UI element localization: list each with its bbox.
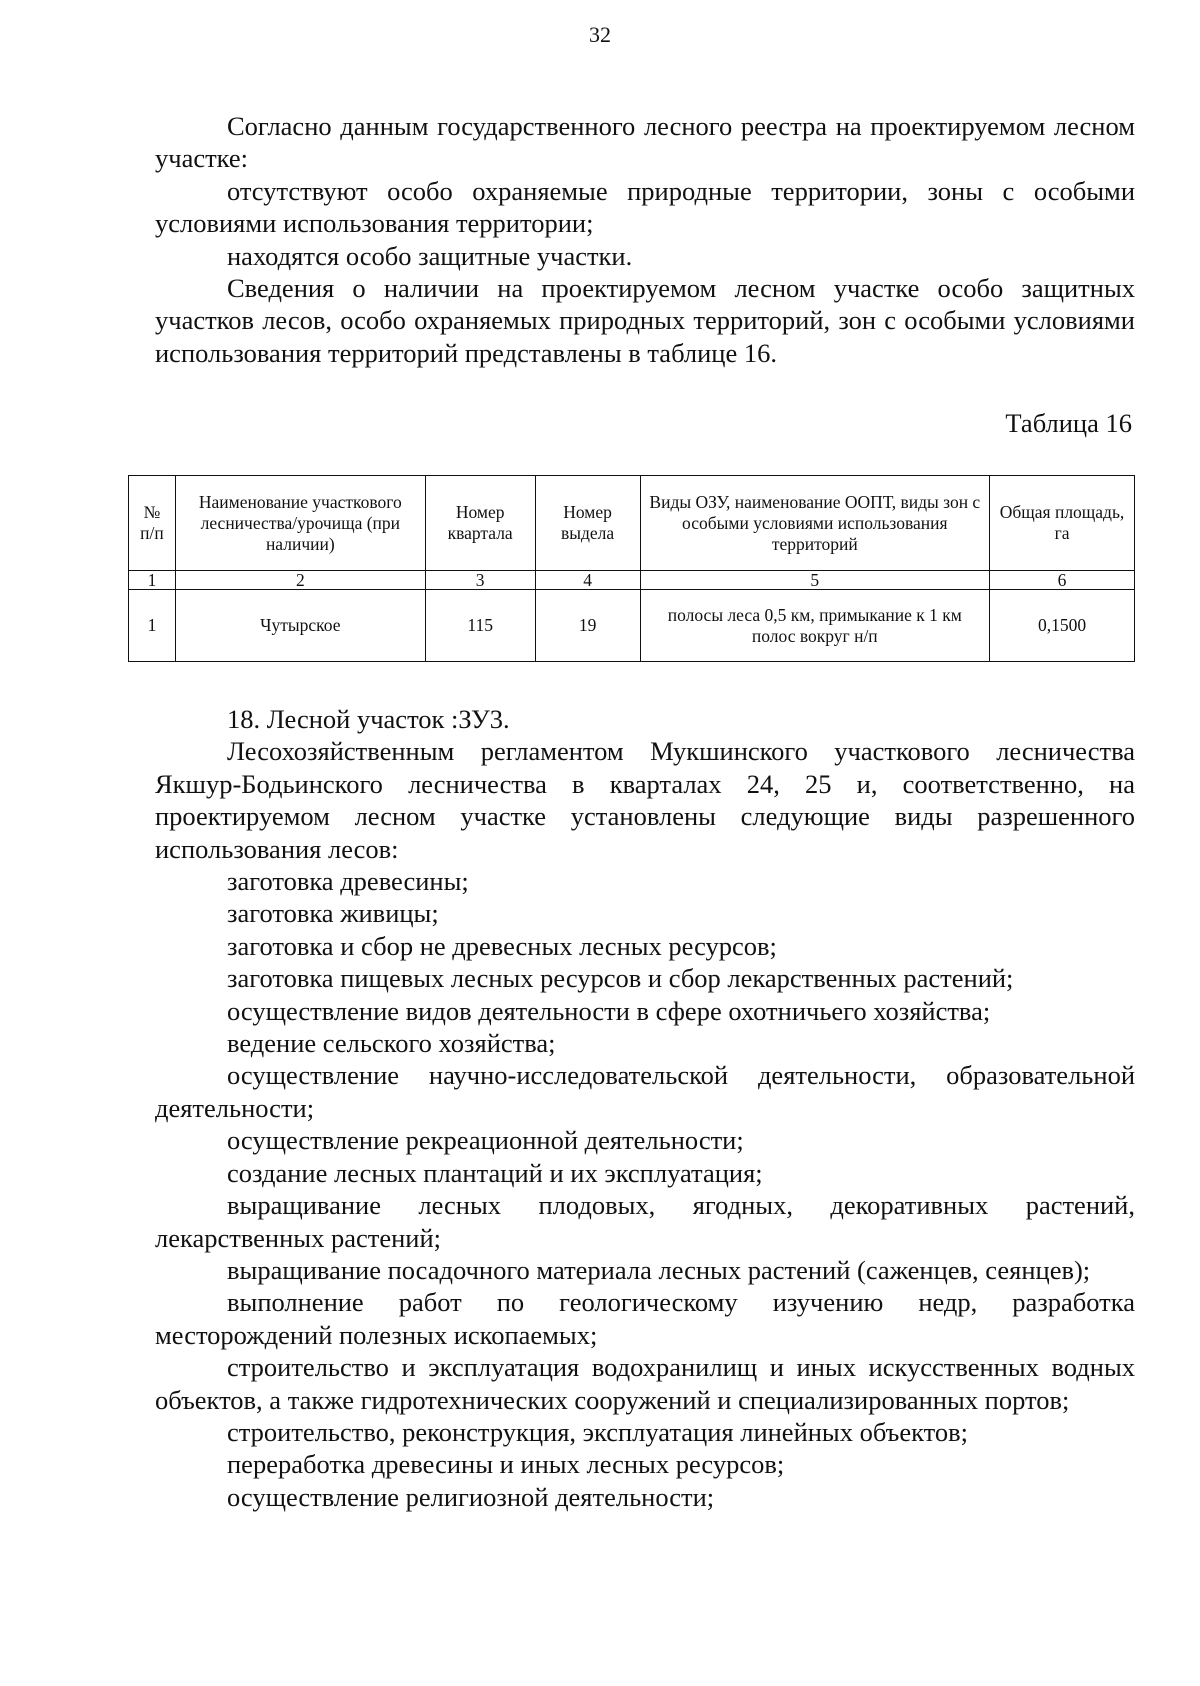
column-number: 6 xyxy=(990,571,1135,590)
column-number: 3 xyxy=(425,571,535,590)
list-item: осуществление религиозной деятельности; xyxy=(227,1481,715,1512)
list-item: заготовка и сбор не древесных лесных ресурсов; xyxy=(227,930,777,961)
list-item: выращивание лесных плодовых, ягодных, декоративных растений, лекарственных растений; xyxy=(155,1190,1135,1253)
list-item: выполнение работ по геологическому изучению недр, разработка месторождений полезных ископаемых; xyxy=(155,1287,1135,1350)
table-cell: полосы леса 0,5 км, примыкание к 1 км полос вокруг н/п xyxy=(640,590,990,662)
header-cell-quarter: Номер квартала xyxy=(425,476,535,571)
column-number: 2 xyxy=(175,571,425,590)
list-item: осуществление видов деятельности в сфере охотничьего хозяйства; xyxy=(227,995,991,1026)
list-item: строительство и эксплуатация водохранилищ и иных искусственных водных объектов, а также гидротехнических сооружений и специализированных портов; xyxy=(155,1352,1135,1415)
list-item: осуществление рекреационной деятельности; xyxy=(227,1125,744,1156)
table-cell: 115 xyxy=(425,590,535,662)
paragraph: Лесохозяйственным регламентом Мукшинского участкового лесничества Якшур-Бодьинского лесничества в кварталах 24, 25 и, соответственно, на проектируемом лесном участке установлены следующие виды разрешенного использования лесов: xyxy=(155,736,1135,864)
section-heading: 18. Лесной участок :ЗУ3. xyxy=(227,704,510,734)
column-number: 1 xyxy=(129,571,176,590)
column-numbers-row xyxy=(129,571,1135,590)
column-number: 4 xyxy=(535,571,640,590)
paragraph: Согласно данным государственного лесного реестра на проектируемом лесном участке: xyxy=(155,111,1135,174)
header-cell-area: Общая площадь, га xyxy=(990,476,1135,571)
column-number: 5 xyxy=(640,571,990,590)
table-cell: 1 xyxy=(129,590,176,662)
list-item: заготовка древесины; xyxy=(227,866,469,897)
table-row xyxy=(129,590,1135,662)
header-cell-number: № п/п xyxy=(129,476,176,571)
bottom-text-block xyxy=(155,703,1135,1513)
header-cell-forestry-name: Наименование участкового лесничества/урочища (при наличии) xyxy=(175,476,425,571)
paragraph: находятся особо защитные участки. xyxy=(227,240,633,271)
list-item: выращивание посадочного материала лесных растений (саженцев, сеянцев); xyxy=(227,1254,1091,1285)
page-number: 32 xyxy=(589,22,611,47)
top-text-block xyxy=(155,110,1135,369)
paragraph: отсутствуют особо охраняемые природные территории, зоны с особыми условиями использования территории; xyxy=(155,175,1135,239)
table-cell: Чутырское xyxy=(175,590,425,662)
list-item: переработка древесины и иных лесных ресурсов; xyxy=(227,1449,785,1480)
table-cell: 0,1500 xyxy=(990,590,1135,662)
paragraph: Сведения о наличии на проектируемом лесном участке особо защитных участков лесов, особо охраняемых природных территорий, зон с особыми условиями использования территорий представлены в таблице 16. xyxy=(155,273,1135,368)
table-caption: Таблица 16 xyxy=(1005,408,1132,438)
list-item: заготовка живицы; xyxy=(227,898,439,929)
table-header-row xyxy=(129,476,1135,571)
list-item: создание лесных плантаций и их эксплуатация; xyxy=(227,1157,763,1188)
header-cell-plot: Номер выдела xyxy=(535,476,640,571)
table-cell: 19 xyxy=(535,590,640,662)
list-item: строительство, реконструкция, эксплуатация линейных объектов; xyxy=(227,1416,969,1447)
list-item: осуществление научно-исследовательской деятельности, образовательной деятельности; xyxy=(155,1060,1135,1123)
forest-plots-table xyxy=(128,475,1135,662)
list-item: ведение сельского хозяйства; xyxy=(227,1028,556,1059)
list-item: заготовка пищевых лесных ресурсов и сбор лекарственных растений; xyxy=(227,963,1014,994)
header-cell-zone-types: Виды ОЗУ, наименование ООПТ, виды зон с особыми условиями использования территорий xyxy=(640,476,990,571)
